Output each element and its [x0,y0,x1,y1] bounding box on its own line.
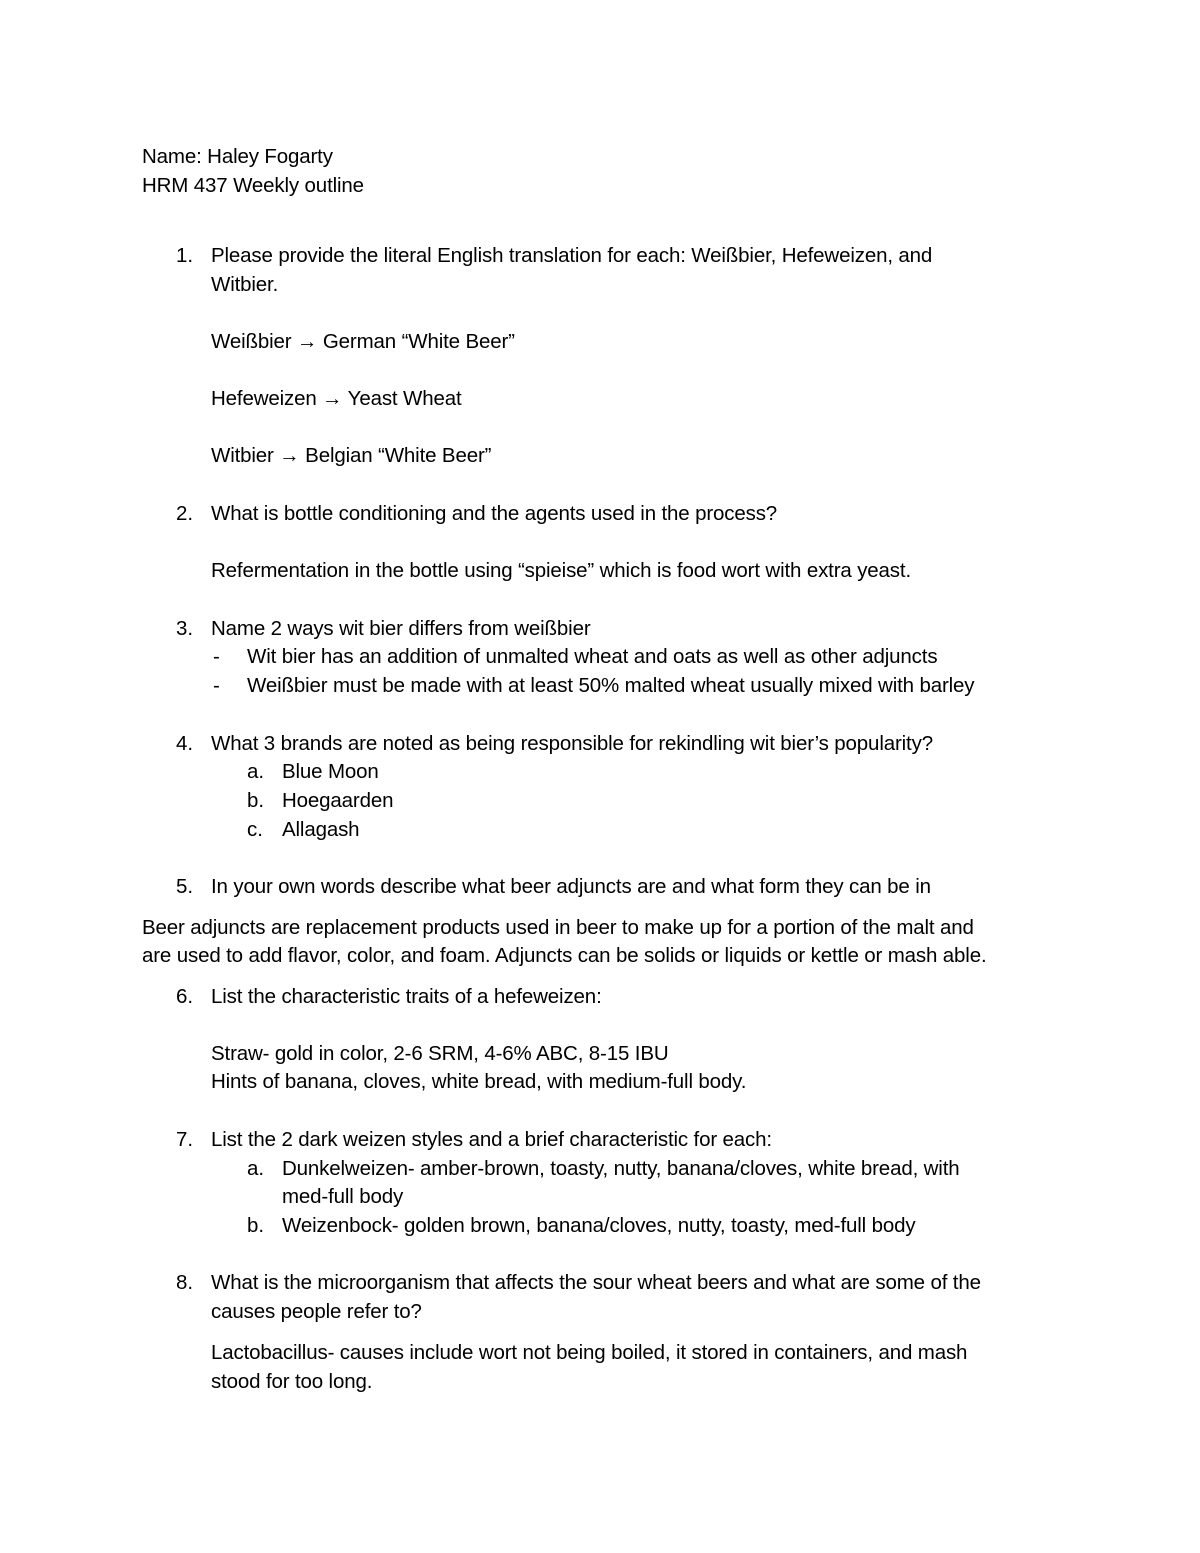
question-1-text-line-2: Witbier. [211,273,279,296]
question-2-text: What is bottle conditioning and the agents used in the process? [211,502,778,525]
question-1-number: 1. [176,244,194,267]
question-8-text-line-1: What is the microorganism that affects the sour wheat beers and what are some of the [211,1271,981,1294]
question-4-item-a-letter: a. [247,760,265,783]
question-4-item-b-letter: b. [247,789,265,812]
question-7-item-b-letter: b. [247,1214,265,1237]
question-8-answer-line-2: stood for too long. [211,1370,373,1393]
question-7-number: 7. [176,1128,194,1151]
question-1-answer-hefeweizen: Hefeweizen → Yeast Wheat [211,387,462,410]
question-6-answer-line-2: Hints of banana, cloves, white bread, with medium-full body. [211,1070,747,1093]
question-8-text-line-2: causes people refer to? [211,1300,422,1323]
question-3-item-1: Wit bier has an addition of unmalted wheat and oats as well as other adjuncts [247,645,938,668]
question-1-answer-weissbier: Weißbier → German “White Beer” [211,330,515,353]
question-8-number: 8. [176,1271,194,1294]
question-6-text: List the characteristic traits of a hefeweizen: [211,985,602,1008]
question-2-answer: Refermentation in the bottle using “spieise” which is food wort with extra yeast. [211,559,911,582]
question-7-text: List the 2 dark weizen styles and a brief characteristic for each: [211,1128,772,1151]
question-5-number: 5. [176,875,194,898]
question-7-item-a-letter: a. [247,1157,265,1180]
question-4-item-a: Blue Moon [282,760,379,783]
question-6-number: 6. [176,985,194,1008]
question-5-answer-line-2: are used to add flavor, color, and foam. Adjuncts can be solids or liquids or kettle or mash able. [142,944,987,967]
question-6-answer-line-1: Straw- gold in color, 2-6 SRM, 4-6% ABC, 8-15 IBU [211,1042,669,1065]
question-3-number: 3. [176,617,194,640]
question-3-bullet-2: - [213,674,220,697]
question-4-item-c-letter: c. [247,818,263,841]
question-4-number: 4. [176,732,194,755]
question-4-text: What 3 brands are noted as being responsible for rekindling wit bier’s popularity? [211,732,933,755]
question-5-text: In your own words describe what beer adjuncts are and what form they can be in [211,875,931,898]
question-5-answer-line-1: Beer adjuncts are replacement products used in beer to make up for a portion of the malt and [142,916,974,939]
question-4-item-c: Allagash [282,818,360,841]
question-1-text-line-1: Please provide the literal English translation for each: Weißbier, Hefeweizen, and [211,244,933,267]
question-1-answer-witbier: Witbier → Belgian “White Beer” [211,444,492,467]
question-7-item-a-line-2: med-full body [282,1185,404,1208]
question-8-answer-line-1: Lactobacillus- causes include wort not being boiled, it stored in containers, and mash [211,1341,968,1364]
student-name: Name: Haley Fogarty [142,145,333,168]
question-3-item-2: Weißbier must be made with at least 50% malted wheat usually mixed with barley [247,674,975,697]
question-7-item-a-line-1: Dunkelweizen- amber-brown, toasty, nutty, banana/cloves, white bread, with [282,1157,960,1180]
question-4-item-b: Hoegaarden [282,789,394,812]
question-3-text: Name 2 ways wit bier differs from weißbier [211,617,591,640]
question-7-item-b-line-1: Weizenbock- golden brown, banana/cloves, nutty, toasty, med-full body [282,1214,916,1237]
question-2-number: 2. [176,502,194,525]
course-title: HRM 437 Weekly outline [142,174,364,197]
question-3-bullet-1: - [213,645,220,668]
